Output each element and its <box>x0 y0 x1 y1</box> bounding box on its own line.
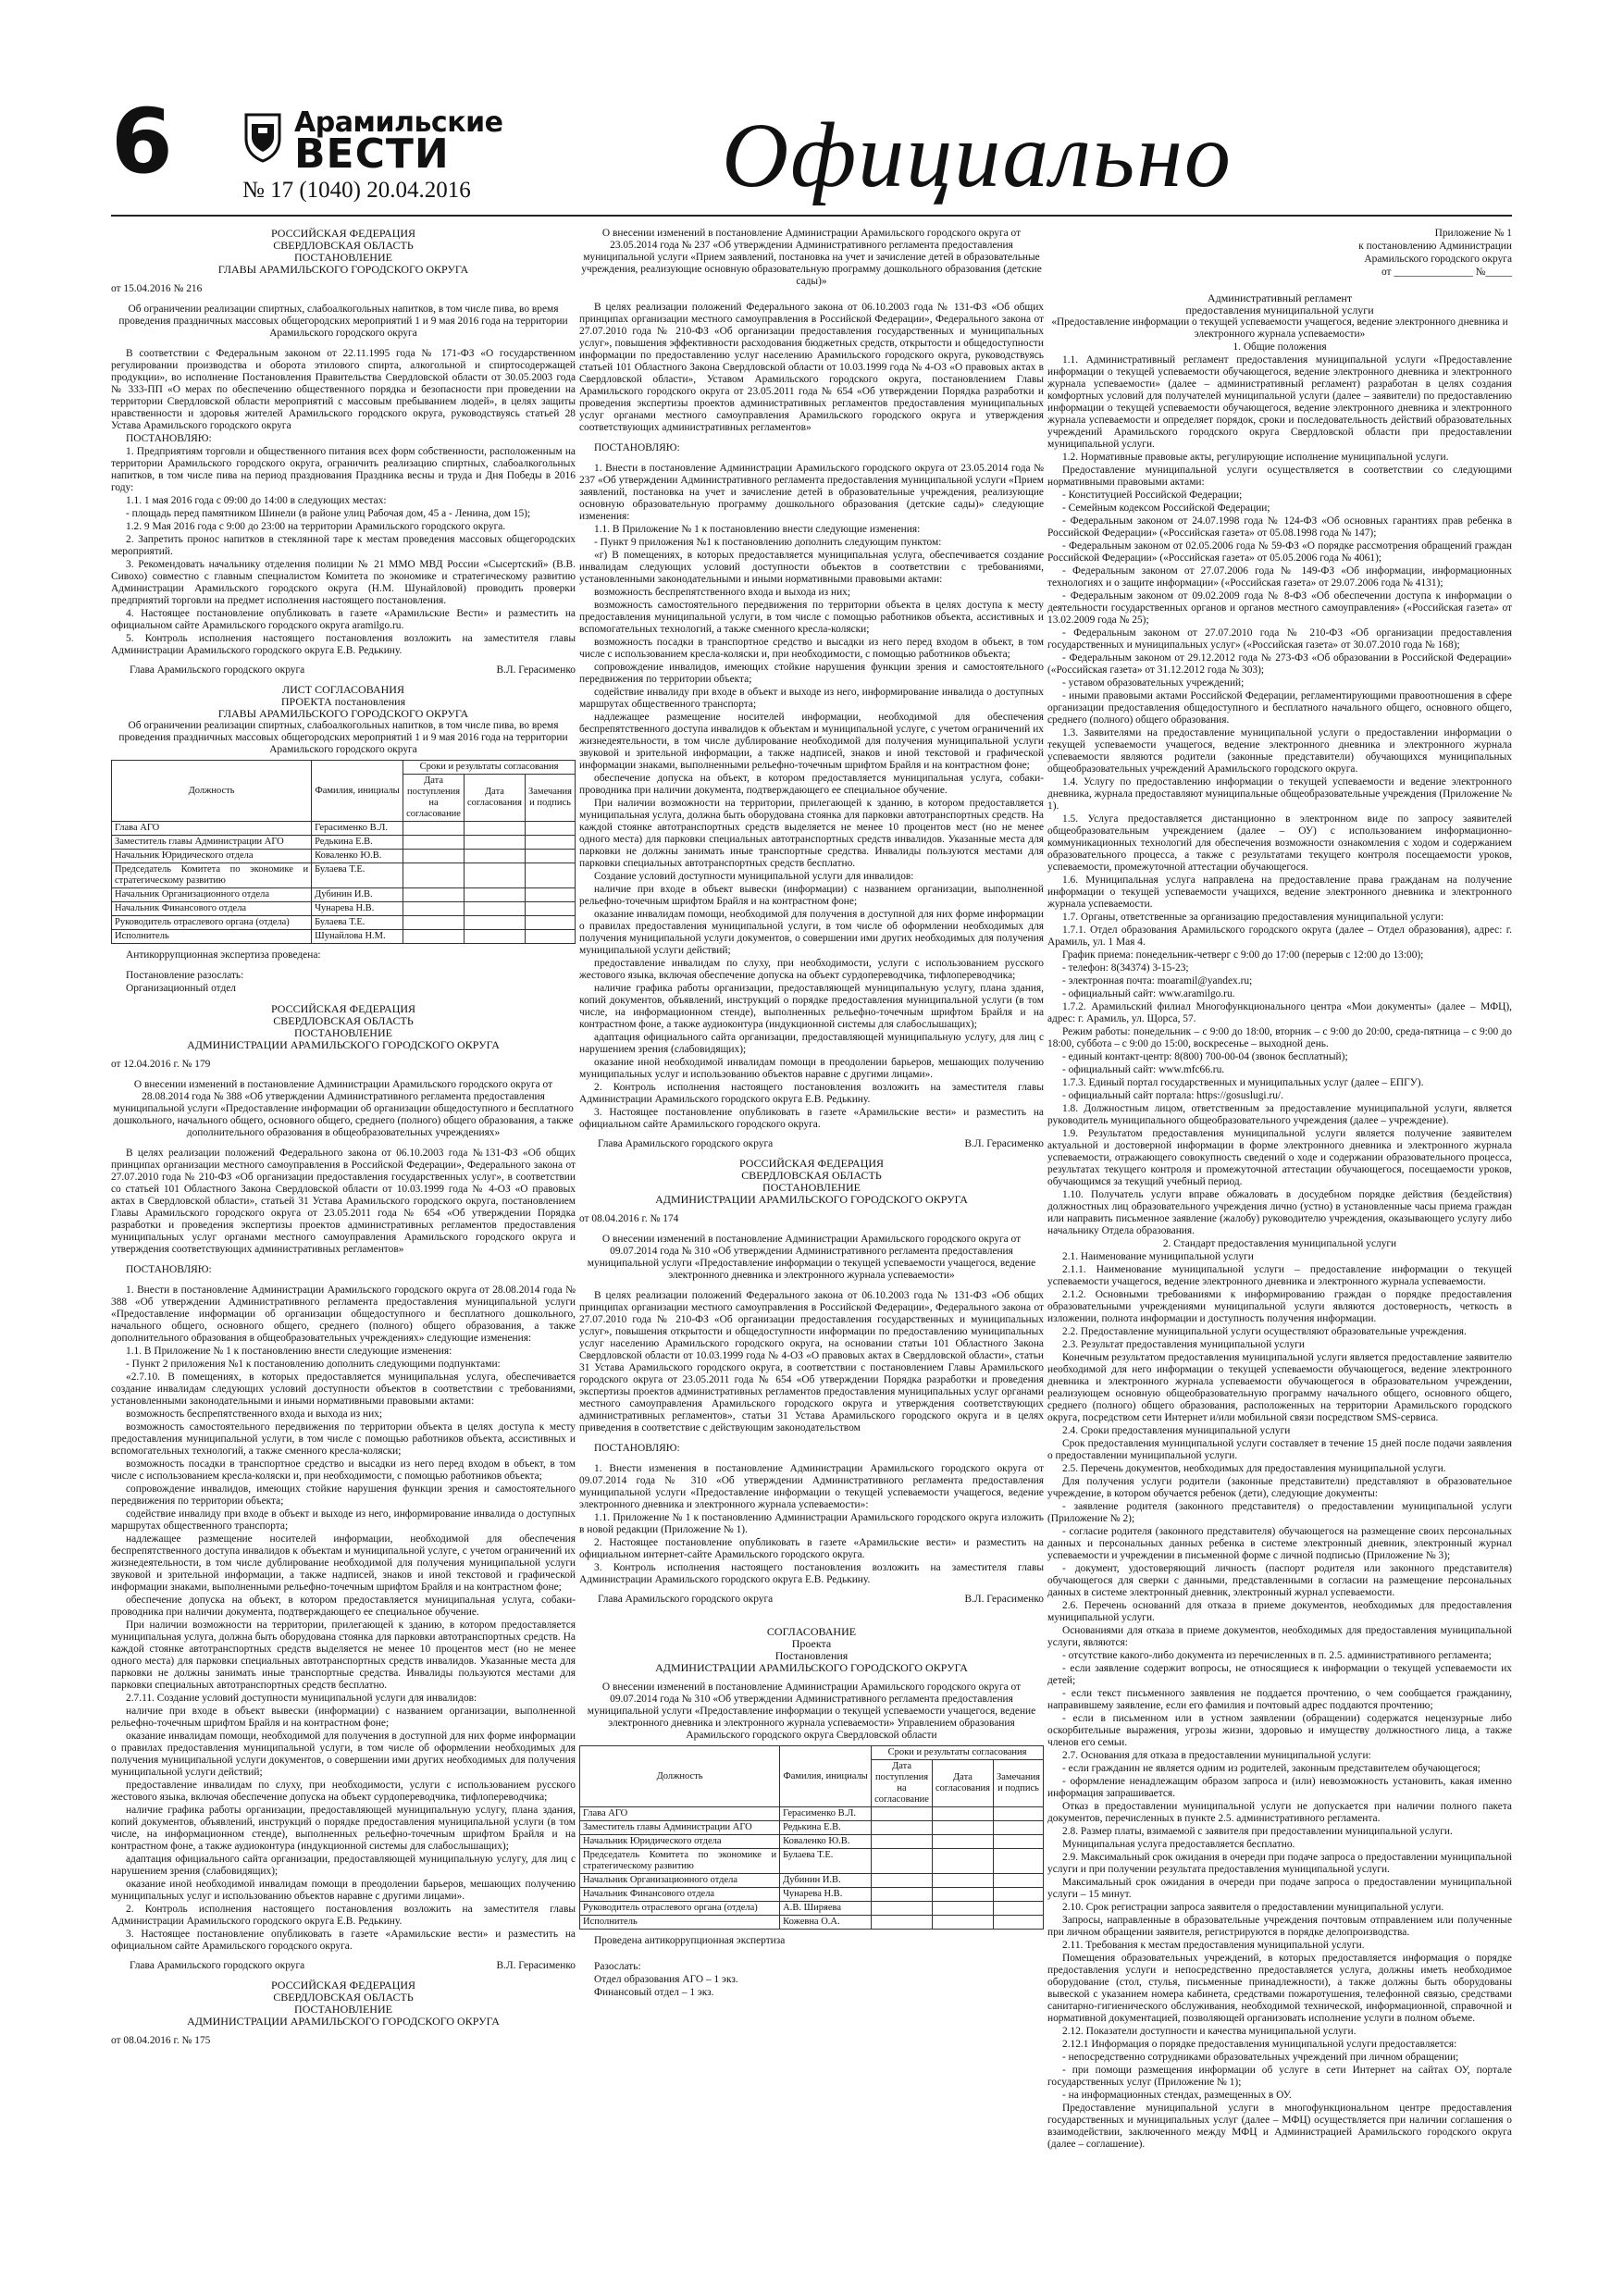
paragraph: 1.6. Муниципальная услуга направлена на предоставление права гражданам на получение информации о текущей успеваемости учащихся, ведение электронного дневника и электронного журнала успеваемости. <box>1047 875 1512 910</box>
paragraph: - Федеральным законом от 27.07.2010 года № 210-ФЗ «Об организации предоставления государственных и муниципальных услуг» («Российская газета» от 30.07.2010 года № 168); <box>1047 627 1512 651</box>
table-cell: А.В. Ширяева <box>780 1902 872 1916</box>
paragraph: - на информационных стендах, размещенных в ОУ. <box>1062 2090 1292 2101</box>
paragraph: наличие при входе в объект вывески (информации) с названием организации, выполненной рельефно-точечным шрифтом Брайля и на контрастном фоне; <box>111 1706 576 1729</box>
column-3 <box>1047 228 1512 2152</box>
paragraph: - если гражданин не является одним из родителей, законным представителем обучающегося; <box>1062 1763 1481 1774</box>
paragraph: - отсутствие какого-либо документа из перечисленных в п. 2.5. административного регламента; <box>1062 1650 1492 1661</box>
paragraph: сопровождение инвалидов, имеющих стойкие нарушения функции зрения и самостоятельного передвижения по территории объекта; <box>579 662 1044 685</box>
paragraph: обеспечение допуска на объект, в котором предоставляется муниципальная услуга, собаки-проводника при наличии документа, подтверждающего ее специальное обучение. <box>579 773 1044 796</box>
paragraph: возможность посадки в транспортное средство и высадки из него перед входом в объект, в том числе с использованием кресла-коляски и, при необходимости, с помощью работников объекта; <box>111 1458 576 1482</box>
paragraph: - если текст письменного заявления не поддается прочтению, о чем сообщается гражданину, направившему заявление, если его фамилия и почтовый адрес поддаются прочтению; <box>1047 1688 1512 1711</box>
paragraph: Отказ в предоставлении муниципальной услуги не допускается при наличии полного пакета документов, перечисленных в пункте 2.5. административного регламента. <box>1047 1801 1512 1824</box>
table-cell: Начальник Финансового отдела <box>580 1888 780 1902</box>
paragraph: - Пункт 9 приложения №1 к постановлению дополнить следующим пунктом: <box>594 537 942 548</box>
paragraph: - непосредственно сотрудниками образовательных учреждений при личном обращении; <box>1062 2052 1459 2063</box>
table-header: Дата согласования <box>932 1760 993 1807</box>
signature-title: Глава Арамильского городского округа <box>598 1594 774 1605</box>
table-header: Фамилия, инициалы <box>780 1746 872 1807</box>
paragraph: - официальный сайт: www.aramilgo.ru. <box>1062 988 1235 999</box>
paragraph: При наличии возможности на территории, прилегающей к зданию, в котором предоставляется муниципальная услуга, должна быть оборудована стоянка для парковки автотранспортных средств. На каждой стоянке автотранспортных средств выделяется не менее 10 процентов мест (но не менее одного места) для парковки специальных автотранспортных средств инвалидов. Указанные места для парковки не должны занимать иные транспортные средства. Инвалиды пользуются местами для парковки специальных автотранспортных средств бесплатно. <box>579 798 1044 869</box>
paragraph: - документ, удостоверяющий личность (паспорт родителя или законного представителя) обучающегося для сверки с данными, представленными в согласии на размещение персональных данных в системе электронный дневник, электронный журнал успеваемости. <box>1047 1563 1512 1598</box>
table-cell: Редькина Е.В. <box>312 836 403 850</box>
paragraph: - согласие родителя (законного представителя) обучающегося на размещение своих персональных данных и персональных данных ребенка в системе электронный дневник, электронный журнал успеваемости и учреждении в письменной форме с личной подписью (Приложение № 3); <box>1047 1526 1512 1561</box>
table-row <box>112 850 576 863</box>
paragraph: В целях реализации положений Федерального закона от 06.10.2003 года № 131-ФЗ «Об общих принципах организации местного самоуправления в Российской Федерации», Федерального закона от 27.07.2010 года № 210-ФЗ «Об организации предоставления государственных и муниципальных услуг», повышения эффективности расходования бюджетных средств, открытости и общедоступности информации по предоставлению услуг населению Арамильского городского округа, руководствуясь статьей 101 Областного Закона Свердловской области от 10.03.1999 года № 4-ОЗ «О правовых актах в Свердловской области», Уставом Арамильского городского округа, постановлением Главы Арамильского городского округа от 23.05.2011 года № 654 «Об утверждении Порядка разработки и проведения экспертизы проектов административных регламентов предоставления муниципальных услуг органами местного самоуправления Арамильского городского округа и утверждения соответствующих административных регламентов» <box>579 302 1044 433</box>
doc-header: СВЕРДЛОВСКАЯ ОБЛАСТЬ <box>273 1014 414 1027</box>
paragraph: Антикоррупционная экспертиза проведена: <box>126 949 321 961</box>
paragraph: 2. Контроль исполнения настоящего постановления возложить на заместителя главы Администрации Арамильского городского округа Е.В. Редькину. <box>579 1082 1044 1105</box>
signature-name: В.Л. Герасименко <box>964 1138 1044 1149</box>
paragraph: 4. Настоящее постановление опубликовать в газете «Арамильские Вести» и разместить на официальном сайте Арамильского городского округа aramilgo.ru. <box>111 608 576 631</box>
paragraph: 3. Настоящее постановление опубликовать в газете «Арамильские вести» и разместить на официальном сайте Арамильского городского округа. <box>579 1107 1044 1130</box>
paragraph: оказание иной необходимой инвалидам помощи в преодолении барьеров, мешающих получению муниципальных услуг и использованию объектов наравне с другими лицами». <box>111 1879 576 1902</box>
paragraph: оказание иной необходимой инвалидам помощи в преодолении барьеров, мешающих получению муниципальных услуг и использованию объектов наравне с другими лицами». <box>579 1057 1044 1080</box>
paragraph: 5. Контроль исполнения настоящего постановления возложить на заместителя главы Администрации Арамильского городского округа Е.В. Редькину. <box>111 633 576 656</box>
list-header: ПРОЕКТА постановления <box>280 695 406 708</box>
doc-header: ПОСТАНОВЛЕНИЕ <box>294 1026 392 1039</box>
paragraph: предоставление инвалидам по слуху, при необходимости, услуги с использованием русского жестового языка, включая обеспечение допуска на объект сурдопереводчика, тифлопереводчика; <box>579 958 1044 981</box>
table-cell: Руководитель отраслевого органа (отдела) <box>112 916 312 930</box>
table-cell: Коваленко Ю.В. <box>780 1835 872 1849</box>
regulation-title: «Предоставление информации о текущей успеваемости учащегося, ведение электронного дневника и электронного журнала успеваемости» <box>1051 316 1508 340</box>
table-cell: Исполнитель <box>580 1916 780 1930</box>
table-cell: Редькина Е.В. <box>780 1821 872 1835</box>
paragraph: - телефон: 8(34374) 3-15-23; <box>1062 962 1189 974</box>
signature-name: В.Л. Герасименко <box>964 1594 1044 1605</box>
table-cell: Шунайлова Н.М. <box>312 930 403 944</box>
doc-title: О внесении изменений в постановление Администрации Арамильского городского округа от 09.07.2014 года № 310 «Об утверждении Административного регламента предоставления муниципальной услуги «Предоставление информации о текущей успеваемости учащегося, ведение электронного дневника и электронного журнала успеваемости» <box>587 1234 1036 1281</box>
paragraph: 1. Предприятиям торговли и общественного питания всех форм собственности, расположенным на территории Арамильского городского округа, ограничить реализацию спиртных, слабоалкогольных напитков, в том числе пива на период празднования Праздника весны и труда и Дня Победы в 2016 году: <box>111 446 576 493</box>
signature-title: Глава Арамильского городского округа <box>130 1960 305 1971</box>
approval-table <box>111 760 576 944</box>
table-cell: Коваленко Ю.В. <box>312 850 403 863</box>
doc-date: от 12.04.2016 г. № 179 <box>111 1059 211 1070</box>
paragraph: - Федеральным законом от 24.07.1998 года № 124-ФЗ «Об основных гарантиях прав ребенка в Российской Федерации» («Российская газета» от 05.08.1998 года № 147); <box>1047 515 1512 539</box>
appendix-label: от _______________ №_____ <box>1381 267 1512 278</box>
paragraph: надлежащее размещение носителей информации, необходимой для обеспечения беспрепятственного доступа инвалидов к объектам и муниципальной услуге, с учетом ограничений их жизнедеятельности, в том числе дублирование необходимой для получения муниципальной услуги звуковой и зрительной информации, а также надписей, знаков и иной текстовой и графической информации знаками, выполненными рельефно-точечным шрифтом Брайля и на контрастном фоне; <box>579 712 1044 771</box>
table-cell: Булаева Т.Е. <box>312 916 403 930</box>
table-row <box>580 1916 1044 1930</box>
doc-header: РОССИЙСКАЯ ФЕДЕРАЦИЯ <box>270 1979 416 1992</box>
doc-header: РОССИЙСКАЯ ФЕДЕРАЦИЯ <box>270 1002 416 1015</box>
table-header: Сроки и результаты согласования <box>872 1746 1044 1760</box>
paragraph: Предоставление муниципальной услуги осуществляется в соответствии со следующими нормативными правовыми актами: <box>1047 465 1512 488</box>
paragraph: ПОСТАНОВЛЯЮ: <box>594 442 680 453</box>
paragraph: 1.7.1. Отдел образования Арамильского городского округа (далее – Отдел образования), адрес: г. Арамиль, ул. 1 Мая 4. <box>1047 925 1512 948</box>
table-row <box>580 1874 1044 1888</box>
section-heading: 1. Общие положения <box>1233 341 1327 353</box>
paragraph: 2.12. Показатели доступности и качества муниципальной услуги. <box>1062 2026 1357 2037</box>
paragraph: - Федеральным законом от 27.07.2006 года № 149-ФЗ «Об информации, информационных технологиях и о защите информации» («Российская газета» от 29.07.2006 года № 4131); <box>1047 565 1512 589</box>
paragraph: Финансовый отдел – 1 экз. <box>594 1987 714 1998</box>
paragraph: 3. Настоящее постановление опубликовать в газете «Арамильские вести» и разместить на официальном сайте Арамильского городского округа. <box>111 1929 576 1952</box>
paragraph: сопровождение инвалидов, имеющих стойкие нарушения функции зрения и самостоятельного передвижения по территории объекта; <box>111 1483 576 1507</box>
paragraph: наличие при входе в объект вывески (информации) с названием организации, выполненной рельефно-точечным шрифтом Брайля и на контрастном фоне; <box>579 884 1044 907</box>
paragraph: 1.8. Должностным лицом, ответственным за предоставление муниципальной услуги, является руководитель муниципального общеобразовательного учреждения (далее – учреждение). <box>1047 1103 1512 1126</box>
paragraph: 2.1.1. Наименование муниципальной услуги – предоставление информации о текущей успеваемости учащегося, ведение электронного дневника и электронного журнала успеваемости. <box>1047 1264 1512 1287</box>
table-row <box>112 902 576 916</box>
table-row <box>112 930 576 944</box>
issue-info: № 17 (1040) 20.04.2016 <box>242 178 471 203</box>
column-1 <box>111 228 576 2048</box>
doc-header: ПОСТАНОВЛЕНИЕ <box>294 251 392 264</box>
paragraph: Муниципальная услуга предоставляется бесплатно. <box>1062 1839 1295 1850</box>
paragraph: 2.9. Максимальный срок ожидания в очереди при подаче запроса о предоставлении муниципальной услуги и при получении результата предоставления муниципальной услуги. <box>1047 1852 1512 1875</box>
paragraph: - если заявление содержит вопросы, не относящиеся к информации о текущей успеваемости их детей; <box>1047 1663 1512 1686</box>
paragraph: 1.1. В Приложение № 1 к постановлению внести следующие изменения: <box>594 524 921 535</box>
table-row <box>580 1888 1044 1902</box>
doc-header: ПОСТАНОВЛЕНИЕ <box>762 1181 861 1194</box>
signature-title: Глава Арамильского городского округа <box>598 1138 774 1149</box>
table-row <box>580 1902 1044 1916</box>
paragraph: 2. Настоящее постановление опубликовать в газете «Арамильские вести» и разместить на официальном интернет-сайте Арамильского городского округа. <box>579 1537 1044 1560</box>
paragraph: 1.1. Приложение № 1 к постановлению Администрации Арамильского городского округа изложить в новой редакции (Приложение № 1). <box>579 1512 1044 1535</box>
approval-header: АДМИНИСТРАЦИИ АРАМИЛЬСКОГО ГОРОДСКОГО ОКРУГА <box>655 1661 968 1674</box>
paragraph: содействие инвалиду при входе в объект и выходе из него, информирование инвалида о доступных маршрутах общественного транспорта; <box>111 1508 576 1532</box>
paragraph: 2.3. Результат предоставления муниципальной услуги <box>1062 1339 1305 1350</box>
appendix-label: Арамильского городского округа <box>1364 254 1512 265</box>
regulation-header: Административный регламент <box>1207 292 1353 304</box>
table-cell: Чунарева Н.В. <box>780 1888 872 1902</box>
paragraph: При наличии возможности на территории, прилегающей к зданию, в котором предоставляется муниципальная услуга, должна быть оборудована стоянка для парковки автотранспортных средств. На каждой стоянке автотранспортных средств выделяется не менее 10 процентов мест (но не менее одного места) для парковки специальных автотранспортных средств инвалидов. Указанные места для парковки не должны занимать иные транспортные средства. Инвалиды пользуются местами для парковки специальных автотранспортных средств бесплатно. <box>111 1620 576 1691</box>
paragraph: 2.7. Основания для отказа в предоставлении муниципальной услуги: <box>1062 1750 1371 1761</box>
table-cell: Дубинин И.В. <box>312 888 403 902</box>
paragraph: ПОСТАНОВЛЯЮ: <box>594 1443 680 1454</box>
table-cell: Кожевна О.А. <box>780 1916 872 1930</box>
approval-header: Проекта <box>791 1637 832 1650</box>
table-cell: Заместитель главы Администрации АГО <box>580 1821 780 1835</box>
paragraph: наличие графика работы организации, предоставляющей муниципальную услугу, плана здания, копий документов, объявлений, инструкций о порядке предоставления муниципальной услуги (в том числе, на информационном стенде), выполненных рельефно-точечным шрифтом Брайля и на контрастном фоне, а также аудиоконтура (индукционной системы для слабослышащих); <box>111 1805 576 1852</box>
paragraph: Постановление разослать: <box>126 970 244 981</box>
doc-header: ГЛАВЫ АРАМИЛЬСКОГО ГОРОДСКОГО ОКРУГА <box>217 263 469 276</box>
paragraph: В целях реализации положений Федерального закона от 06.10.2003 года № 131-ФЗ «Об общих принципах организации местного самоуправления в Российской Федерации», Федерального закона от 27.07.2010 года № 210-ФЗ «Об организации предоставления государственных и муниципальных услуг», повышения открытости и общедоступности информации по предоставлению муниципальных услуг населению Арамильского городского округа, на основании статьи 101 Областного Закона Свердловской области от 10.03.1999 года № 4-ОЗ «О правовых актах в Свердловской области», статьи 31 Устава Арамильского городского округа, в соответствии с постановлением Главы Арамильского городского округа от 23.05.2011 года № 654 «Об утверждении Порядка разработки и проведения экспертизы проектов административных регламентов предоставления муниципальных услуг органами местного самоуправления Арамильского городского округа и утверждения соответствующих административных регламентов», статьи 31 Устава Арамильского городского округа и в целях приведения в соответствие с действующим законодательством <box>579 1290 1044 1433</box>
paragraph: - если в письменном или в устном заявлении (обращении) содержатся нецензурные либо оскорбительные выражения, угрозы жизни, здоровью и имуществу должностного лица, а также членов его семьи. <box>1047 1713 1512 1748</box>
doc-date: от 08.04.2016 г. № 175 <box>111 2035 211 2046</box>
doc-header: АДМИНИСТРАЦИИ АРАМИЛЬСКОГО ГОРОДСКОГО ОКРУГА <box>655 1193 968 1206</box>
table-cell: Заместитель главы Администрации АГО <box>112 836 312 850</box>
approval-header: СОГЛАСОВАНИЕ <box>766 1625 857 1638</box>
table-cell: Исполнитель <box>112 930 312 944</box>
paragraph: Разослать: <box>594 1961 641 1972</box>
paragraph: ПОСТАНОВЛЯЮ: <box>126 433 212 444</box>
table-cell: Начальник Юридического отдела <box>580 1835 780 1849</box>
paragraph: 1.3. Заявителями на предоставление муниципальной услуги о предоставлении информации о текущей успеваемости учащегося, ведение электронного дневника и электронного журнала успеваемости являются родители (законные представители) обучающихся муниципальных общеобразовательных учреждений Арамильского городского округа. <box>1047 727 1512 775</box>
approval-table <box>579 1745 1044 1930</box>
paragraph: - единый контакт-центр: 8(800) 700-00-04 (звонок бесплатный); <box>1062 1051 1348 1062</box>
page-number: 6 <box>111 90 173 193</box>
paragraph: 1.1. Административный регламент предоставления муниципальной услуги «Предоставление информации о текущей успеваемости обучающегося, ведение электронного дневника и электронного журнала успеваемости» (далее – административный регламент) разработан в целях создания комфортных условий для получателей муниципальной услуги (далее – заявители) по предоставлению информации о текущей успеваемости обучающегося, ведение электронного дневника и электронного журнала успеваемости и определяет порядок, сроки и последовательность действий образовательных учреждений Арамильского городского округа Свердловской области при предоставлении муниципальной услуги. <box>1047 354 1512 450</box>
signature-line <box>130 1960 576 1972</box>
paragraph: В соответствии с Федеральным законом от 22.11.1995 года № 171-ФЗ «О государственном регулировании производства и оборота этилового спирта, алкогольной и спиртосодержащей продукции», во исполнение Постановления Правительства Свердловской области от 30.05.2003 года № 333-ПП «О мерах по обеспечению общественного порядка и безопасности при проведении на территории Свердловской области мероприятий с массовым пребыванием людей», в целях защиты нравственности и здоровья жителей Арамильского городского округа, руководствуясь статьей 28 Устава Арамильского городского округа <box>111 348 576 431</box>
paragraph: Предоставление муниципальной услуги в многофункциональном центре предоставления государственных и муниципальных услуг (далее – МФЦ) осуществляется при наличии соглашения о взаимодействии, заключенного между МФЦ и Администрацией Арамильского городского округа (далее – соглашение). <box>1047 2103 1512 2150</box>
column-2 <box>579 228 1044 2000</box>
paragraph: 1.5. Услуга предоставляется дистанционно в электронном виде по запросу заявителей общеобразовательным учреждением (далее – ОУ) с использованием информационно-коммуникационных технологий для обеспечения возможности ознакомления с ходом и содержанием образовательного процесса, а также с результатами текущего контроля посещаемости уроков, успеваемости, промежуточной аттестации обучающегося. <box>1047 813 1512 873</box>
paragraph: 2.4. Сроки предоставления муниципальной услуги <box>1062 1425 1291 1436</box>
newspaper-title <box>294 106 503 178</box>
paragraph: 1.1. 1 мая 2016 года с 09:00 до 14:00 в следующих местах: <box>126 495 387 506</box>
paragraph: 2.5. Перечень документов, необходимых для предоставления муниципальной услуги. <box>1062 1463 1446 1474</box>
doc-header: РОССИЙСКАЯ ФЕДЕРАЦИЯ <box>738 1157 885 1170</box>
paragraph: 1. Внести изменения в постановление Администрации Арамильского городского округа от 09.07.2014 года № 310 «Об утверждении Административного регламента предоставления муниципальной услуги «Предоставление информации о текущей успеваемости учащегося, ведение электронного дневника и электронного журнала успеваемости»: <box>579 1463 1044 1510</box>
doc-header: ПОСТАНОВЛЕНИЕ <box>294 2003 392 2016</box>
paragraph: оказание инвалидам помощи, необходимой для получения в доступной для них форме информации о правилах предоставления муниципальной услуги, в том числе об оформлении необходимых для получения муниципальной услуги документов, о совершении ими других необходимых для получения муниципальной услуги действий; <box>579 909 1044 956</box>
paragraph: - Федеральным законом от 02.05.2006 года № 59-ФЗ «О порядке рассмотрения обращений граждан Российской Федерации» («Российская газета» от 05.05.2006 года № 4061); <box>1047 540 1512 564</box>
list-header: ЛИСТ СОГЛАСОВАНИЯ <box>282 683 404 696</box>
paragraph: 1.9. Результатом предоставления муниципальной услуги является получение заявителем актуальной и достоверной информации в форме электронного дневника и электронного журнала успеваемости, отражающего совокупность сведений о ходе и содержании образовательного процесса, результатах текущего контроля и промежуточной аттестации обучающегося, посещаемости уроков, обучающимся за текущий учебный период. <box>1047 1128 1512 1187</box>
table-cell: Начальник Организационного отдела <box>112 888 312 902</box>
paragraph: 2.10. Срок регистрации запроса заявителя о предоставлении муниципальной услуги. <box>1062 1902 1444 1913</box>
paragraph: надлежащее размещение носителей информации, необходимой для обеспечения беспрепятственного доступа инвалидов к объектам и муниципальной услуге, с учетом ограничений их жизнедеятельности, в том числе дублирование необходимой для получения муниципальной услуги звуковой и зрительной информации, а также надписей, знаков и иной текстовой и графической информации знаками, выполненными рельефно-точечным шрифтом Брайля и на контрастном фоне; <box>111 1533 576 1593</box>
paragraph: 1.2. 9 Мая 2016 года с 9:00 до 23:00 на территории Арамильского городского округа. <box>126 521 506 532</box>
paragraph: Организационный отдел <box>126 983 236 994</box>
table-cell: Дубинин И.В. <box>780 1874 872 1888</box>
table-row <box>112 863 576 888</box>
paragraph: 3. Контроль исполнения настоящего постановления возложить на заместителя главы Администрации Арамильского городского округа Е.В. Редькину. <box>579 1562 1044 1585</box>
paragraph: возможность самостоятельного передвижения по территории объекта в целях доступа к месту предоставления муниципальной услуги, в том числе с помощью работников объекта, ассистивных и вспомогательных технологий, а также сменного кресла-коляски; <box>579 600 1044 635</box>
table-cell: Герасименко В.Л. <box>780 1807 872 1821</box>
list-header: ГЛАВЫ АРАМИЛЬСКОГО ГОРОДСКОГО ОКРУГА <box>217 707 469 720</box>
paragraph: - заявление родителя (законного представителя) о предоставлении муниципальной услуги (Приложение № 2); <box>1047 1501 1512 1524</box>
paragraph: 2.11. Требования к местам предоставления муниципальной услуги. <box>1062 1940 1365 1951</box>
paragraph: Конечным результатом предоставления муниципальной услуги является предоставление заявителю необходимой для него информации о текущей успеваемости обучающегося, ведение электронного дневника и электронного журнала успеваемости обучающегося в образовательном учреждении, реализующем основную общеобразовательную программу начального общего, основного общего, среднего (полного) общего образования, расположенных на территории Арамильского городского округа, посредством сети Интернет и/или мобильной связи посредством SMS-сервиса. <box>1047 1352 1512 1423</box>
table-row <box>112 822 576 836</box>
table-cell: Булаева Т.Е. <box>312 863 403 888</box>
table-header: Замечания и подпись <box>994 1760 1044 1807</box>
regulation-header: предоставления муниципальной услуги <box>1185 304 1374 316</box>
newspaper-title-main: ВЕСТИ <box>294 130 450 178</box>
signature-line <box>598 1138 1044 1150</box>
appendix-label: к постановлению Администрации <box>1358 241 1512 252</box>
table-header: Должность <box>580 1746 780 1807</box>
paragraph: 2. Запретить пронос напитков в стеклянной таре к местам проведения массовых общегородских мероприятий. <box>111 534 576 557</box>
doc-title: О внесении изменений в постановление Администрации Арамильского городского округа от 28.08.2014 года № 388 «Об утверждении Административного регламента предоставления муниципальной услуги «Предоставление информации об организации общедоступного и бесплатного дошкольного, начального общего, основного общего, среднего (полного) общего образования, а также дополнительного образования в общеобразовательных учреждениях» <box>113 1079 574 1138</box>
table-row <box>580 1849 1044 1874</box>
doc-header: СВЕРДЛОВСКАЯ ОБЛАСТЬ <box>741 1169 882 1182</box>
masthead <box>0 0 1623 222</box>
table-cell: Начальник Финансового отдела <box>112 902 312 916</box>
paragraph: предоставление инвалидам по слуху, при необходимости, услуги с использованием русского жестового языка, включая обеспечение допуска на объект сурдопереводчика, тифлопереводчика; <box>111 1780 576 1803</box>
table-cell: Герасименко В.Л. <box>312 822 403 836</box>
paragraph: 2.12.1 Информация о порядке предоставления муниципальной услуги предоставляется: <box>1062 2039 1457 2050</box>
paragraph: Максимальный срок ожидания в очереди при подаче запроса о предоставлении муниципальной услуги – 15 минут. <box>1047 1877 1512 1900</box>
paragraph: оказание инвалидам помощи, необходимой для получения в доступной для них форме информации о правилах предоставления муниципальной услуги, в том числе об оформлении необходимых для получения муниципальной услуги документов, о совершении ими других необходимых для получения муниципальной услуги действий; <box>111 1731 576 1778</box>
paragraph: Режим работы: понедельник – с 9:00 до 18:00, вторник – с 9:00 до 20:00, среда-пятница – с 9:00 до 18:00, суббота – с 9:00 до 15:00, воскресенье – выходной день. <box>1047 1026 1512 1049</box>
paragraph: 1.10. Получатель услуги вправе обжаловать в досудебном порядке действия (бездействия) должностных лиц образовательного учреждения лично (устно) в установленные часы приема граждан или направить письменное заявление (жалобу) руководителю учреждения, оказывающего услугу либо начальнику Отдела образования. <box>1047 1189 1512 1236</box>
table-row <box>580 1835 1044 1849</box>
paragraph: Создание условий доступности муниципальной услуги для инвалидов: <box>594 871 914 882</box>
paragraph: - оформление ненадлежащим образом запроса и (или) невозможность установить, какая именно информация запрашивается. <box>1047 1776 1512 1799</box>
coat-of-arms-icon <box>242 111 283 163</box>
doc-title: О внесении изменений в постановление Администрации Арамильского городского округа от 23.05.2014 года № 237 «Об утверждении Административного регламента предоставления муниципальной услуги «Прием заявлений, постановка на учет и зачисление детей в образовательные учреждения, реализующие основную образовательную программу дошкольного образования (детские сады)» <box>581 228 1042 287</box>
paragraph: 2.8. Размер платы, взимаемой с заявителя при предоставлении муниципальной услуги. <box>1062 1826 1453 1837</box>
paragraph: В целях реализации положений Федерального закона от 06.10.2003 года №131-ФЗ «Об общих принципах организации местного самоуправления в Российской Федерации», Федерального закона от 27.07.2010 года № 210-ФЗ «Об организации предоставления государственных услуг», в соответствии со статьей 101 Областного Закона Свердловской области от 10.03.1999 года № 4-ОЗ «О правовых актах в Свердловской области», статьей 31 Устава Арамильского городского округа, постановлением Главы Арамильского городского округа от 23.05.2011 года № 654 «Об утверждении Порядка разработки и проведения экспертизы проектов административных регламентов предоставления муниципальных услуг органами местного самоуправления Арамильского городского округа и утверждения соответствующих административных регламентов» <box>111 1148 576 1255</box>
paragraph: адаптация официального сайта организации, предоставляющей муниципальную услугу, для лиц с нарушением зрения (слабовидящих); <box>579 1032 1044 1055</box>
paragraph: обеспечение допуска на объект, в котором предоставляется муниципальная услуга, собаки-проводника при наличии документа, подтверждающего ее специальное обучение. <box>111 1595 576 1618</box>
paragraph: 1.4. Услугу по предоставлению информации о текущей успеваемости и ведение электронного дневника, журнала предоставляют муниципальные общеобразовательные учреждения (Приложение № 1). <box>1047 776 1512 812</box>
signature-line <box>598 1594 1044 1606</box>
paragraph: содействие инвалиду при входе в объект и выходе из него, информирование инвалида о доступных маршрутах общественного транспорта; <box>579 687 1044 710</box>
paragraph: - иными правовыми актами Российской Федерации, регламентирующими правоотношения в сфере организации предоставления общедоступного и бесплатного начального общего, основного общего, среднего (полного) общего образования. <box>1047 690 1512 726</box>
paragraph: 1.7.2. Арамильский филиал Многофункционального центра «Мои документы» (далее – МФЦ), адрес: г. Арамиль, ул. Щорса, 57. <box>1047 1001 1512 1024</box>
paragraph: 2.1.2. Основными требованиями к информированию граждан о порядке предоставления образовательными учреждениями муниципальной услуги являются достоверность, четкость в изложении, полнота информации и доступность получения информации. <box>1047 1289 1512 1324</box>
paragraph: - Конституцией Российской Федерации; <box>1062 490 1243 501</box>
doc-header: СВЕРДЛОВСКАЯ ОБЛАСТЬ <box>273 1991 414 2004</box>
doc-title: Об ограничении реализации спиртных, слабоалкогольных напитков, в том числе пива, во время проведения праздничных массовых общегородских мероприятий 1 и 9 мая 2016 года на территории Арамильского городского округа <box>118 304 568 339</box>
table-header: Дата согласования <box>464 775 525 822</box>
table-header: Замечания и подпись <box>526 775 576 822</box>
doc-header: РОССИЙСКАЯ ФЕДЕРАЦИЯ <box>270 227 416 240</box>
table-row <box>112 916 576 930</box>
paragraph: Срок предоставления муниципальной услуги составляет в течение 15 дней после подачи заявления о предоставлении муниципальной услуги. <box>1047 1438 1512 1461</box>
paragraph: Помещения образовательных учреждений, в которых предоставляется информация о порядке предоставления услуги и непосредственно предоставляется услуга, должны иметь необходимое оборудование (стол, стулья, письменные принадлежности), а также должны быть оборудованы вывеской с указанием номера кабинета, средствами пожаротушения, телефонной связью, средствами санитарно-гигиенического обслуживания, необходимой технической, информационной, справочной и нормативной документацией, позволяющей организовать исполнение услуги в полном объеме. <box>1047 1953 1512 2024</box>
paragraph: 1.1. В Приложение № 1 к постановлению внести следующие изменения: <box>126 1346 452 1357</box>
paragraph: возможность посадки в транспортное средство и высадки из него перед входом в объект, в том числе с использованием кресла-коляски и, при необходимости, с помощью работников объекта; <box>579 637 1044 660</box>
paragraph: 3. Рекомендовать начальнику отделения полиции № 21 ММО МВД России «Сысертский» (В.В. Сивохо) совместно с главным специалистом Комитета по экономике и стратегическому развитию Администрации Арамильского городского округа (Н.М. Шунайловой) проводить проверки предприятий торговли на предмет исполнения настоящего постановления. <box>111 559 576 606</box>
table-cell: Глава АГО <box>112 822 312 836</box>
doc-header: СВЕРДЛОВСКАЯ ОБЛАСТЬ <box>273 239 414 252</box>
paragraph: «г) В помещениях, в которых предоставляется муниципальная услуга, обеспечивается создание инвалидам следующих условий доступности объектов в соответствии с требованиями, установленными законодательными и иными нормативными правовыми актами: <box>579 550 1044 585</box>
paragraph: Запросы, направленные в образовательные учреждения почтовым отправлением или полученные при личном обращении заявителя, регистрируются в порядке делопроизводства. <box>1047 1915 1512 1938</box>
paragraph: Проведена антикоррупционная экспертиза <box>594 1935 786 1946</box>
table-cell: Чунарева Н.В. <box>312 902 403 916</box>
paragraph: - Пункт 2 приложения №1 к постановлению дополнить следующими подпунктами: <box>126 1359 501 1370</box>
table-cell: Начальник Организационного отдела <box>580 1874 780 1888</box>
signature-name: В.Л. Герасименко <box>496 664 576 676</box>
approval-title: О внесении изменений в постановление Администрации Арамильского городского округа от 09.07.2014 года № 310 «Об утверждении Административного регламента предоставления муниципальной услуги «Предоставление информации о текущей успеваемости учащегося, ведение электронного дневника и электронного журнала успеваемости» Управлением образования Арамильского городского округа Свердловской области <box>587 1682 1036 1741</box>
paragraph: возможность самостоятельного передвижения по территории объекта в целях доступа к месту предоставления муниципальной услуги, в том числе с помощью работников объекта, ассистивных и вспомогательных технологий, а также сменного кресла-коляски; <box>111 1421 576 1457</box>
table-header: Дата поступления на согласование <box>403 775 465 822</box>
table-header: Должность <box>112 761 312 822</box>
table-header: Дата поступления на согласование <box>872 1760 933 1807</box>
paragraph: Основаниями для отказа в приеме документов, необходимых для предоставления муниципальной услуги, являются: <box>1047 1625 1512 1648</box>
paragraph: Для получения услуги родители (законные представители) представляют в образовательное учреждение, в котором обучается ребенок (дети), следующие документы: <box>1047 1476 1512 1499</box>
paragraph: 2.1. Наименование муниципальной услуги <box>1062 1251 1254 1262</box>
paragraph: - Федеральным законом от 09.02.2009 года № 8-ФЗ «Об обеспечении доступа к информации о деятельности государственных органов и органов местного самоуправления» («Российская газета» от 13.02.2009 года № 25); <box>1047 590 1512 626</box>
section-title: Официально <box>722 104 1233 206</box>
paragraph: 2.6. Перечень оснований для отказа в приеме документов, необходимых для предоставления муниципальной услуги. <box>1047 1600 1512 1623</box>
paragraph: наличие графика работы организации, предоставляющей муниципальную услугу, плана здания, копий документов, объявлений, инструкций о порядке предоставления муниципальной услуги (в том числе, на информационном стенде), выполненных рельефно-точечным шрифтом Брайля и на контрастном фоне, а также аудиоконтура (индукционной системы для слабослышащих); <box>579 983 1044 1030</box>
paragraph: адаптация официального сайта организации, предоставляющей муниципальную услугу, для лиц с нарушением зрения (слабовидящих); <box>111 1854 576 1877</box>
paragraph: - электронная почта: moaramil@yandex.ru; <box>1062 975 1253 987</box>
paragraph: ПОСТАНОВЛЯЮ: <box>126 1264 212 1275</box>
doc-header: АДМИНИСТРАЦИИ АРАМИЛЬСКОГО ГОРОДСКОГО ОКРУГА <box>187 1038 500 1051</box>
section-heading: 2. Стандарт предоставления муниципальной услуги <box>1162 1238 1397 1249</box>
paragraph: 2.2. Предоставление муниципальной услуги осуществляют образовательные учреждения. <box>1062 1326 1467 1337</box>
approval-header: Постановления <box>774 1649 849 1662</box>
paragraph: - официальный сайт портала: https://gosuslugi.ru/. <box>1062 1090 1283 1101</box>
paragraph: 1.2. Нормативные правовые акты, регулирующие исполнение муниципальной услуги. <box>1062 452 1449 463</box>
paragraph: - официальный сайт: www.mfc66.ru. <box>1062 1064 1225 1075</box>
table-row <box>580 1807 1044 1821</box>
paragraph: - при помощи размещения информации об услуге в сети Интернет на сайтах ОУ, портале государственных услуг (Приложение № 1); <box>1047 2065 1512 2088</box>
paragraph: 1.7.3. Единый портал государственных и муниципальных услуг (далее – ЕПГУ). <box>1062 1077 1424 1088</box>
appendix-label: Приложение № 1 <box>1434 228 1512 239</box>
paragraph: возможность беспрепятственного входа и выхода из них; <box>126 1409 383 1420</box>
table-cell: Председатель Комитета по экономике и стратегическому развитию <box>580 1849 780 1874</box>
table-header: Сроки и результаты согласования <box>403 761 576 775</box>
table-row <box>112 836 576 850</box>
paragraph: 2.7.11. Создание условий доступности муниципальной услуги для инвалидов: <box>126 1693 477 1704</box>
masthead-divider <box>111 215 1512 217</box>
doc-header: АДМИНИСТРАЦИИ АРАМИЛЬСКОГО ГОРОДСКОГО ОКРУГА <box>187 2015 500 2028</box>
signature-title: Глава Арамильского городского округа <box>130 664 305 676</box>
signature-line <box>130 664 576 676</box>
paragraph: 1. Внести в постановление Администрации Арамильского городского округа от 28.08.2014 года № 388 «Об утверждении Административного регламента предоставления муниципальной услуги «Предоставление информации об организации общедоступного и бесплатного дошкольного, начального общего, основного общего, среднего (полного) общего образования, а также дополнительного образования в общеобразовательных учреждениях» следующие изменения: <box>111 1285 576 1344</box>
table-cell: Глава АГО <box>580 1807 780 1821</box>
paragraph: - Федеральным законом от 29.12.2012 года № 273-ФЗ «Об образовании в Российской Федерации» («Российская газета» от 31.12.2012 года № 303); <box>1047 652 1512 676</box>
paragraph: График приема: понедельник-четверг с 9:00 до 17:00 (перерыв с 12:00 до 13:00); <box>1062 949 1424 961</box>
paragraph: Отдел образования АГО – 1 экз. <box>594 1974 738 1985</box>
table-cell: Руководитель отраслевого органа (отдела) <box>580 1902 780 1916</box>
table-row <box>112 888 576 902</box>
paragraph: возможность беспрепятственного входа и выхода из них; <box>594 587 851 598</box>
paragraph: - уставом образовательных учреждений; <box>1062 677 1245 689</box>
paragraph: 1. Внести в постановление Администрации Арамильского городского округа от 23.05.2014 года № 237 «Об утверждении Административного регламента предоставления муниципальной услуги «Прием заявлений, постановка на учет и зачисление детей в образовательные учреждения, реализующие основную образовательную программу дошкольного образования (детские сады)» следующие изменения: <box>579 463 1044 522</box>
signature-name: В.Л. Герасименко <box>496 1960 576 1971</box>
table-cell: Председатель Комитета по экономике и стратегическому развитию <box>112 863 312 888</box>
paragraph: 2. Контроль исполнения настоящего постановления возложить на заместителя главы Администрации Арамильского городского округа Е.В. Редькину. <box>111 1904 576 1927</box>
table-cell: Булаева Т.Е. <box>780 1849 872 1874</box>
table-header: Фамилия, инициалы <box>312 761 403 822</box>
paragraph: 1.7. Органы, ответственные за организацию предоставления муниципальной услуги: <box>1062 912 1444 923</box>
list-title: Об ограничении реализации спиртных, слабоалкогольных напитков, в том числе пива, во время проведения праздничных массовых общегородских мероприятий 1 и 9 мая 2016 года на территории Арамильского городского округа <box>118 720 568 755</box>
doc-date: от 08.04.2016 г. № 174 <box>579 1213 679 1224</box>
paragraph: «2.7.10. В помещениях, в которых предоставляется муниципальная услуга, обеспечивается создание инвалидам следующих условий доступности объектов в соответствии с требованиями, установленными законодательными и иными нормативными правовыми актами: <box>111 1371 576 1407</box>
table-cell: Начальник Юридического отдела <box>112 850 312 863</box>
paragraph: - Семейным кодексом Российской Федерации; <box>1062 503 1270 514</box>
paragraph: - площадь перед памятником Шинели (в районе улиц Рабочая дом, 45 а - Ленина, дом 15); <box>126 508 531 519</box>
newspaper-title-top: Арамильские <box>294 106 503 139</box>
doc-date: от 15.04.2016 № 216 <box>111 283 203 294</box>
table-row <box>580 1821 1044 1835</box>
